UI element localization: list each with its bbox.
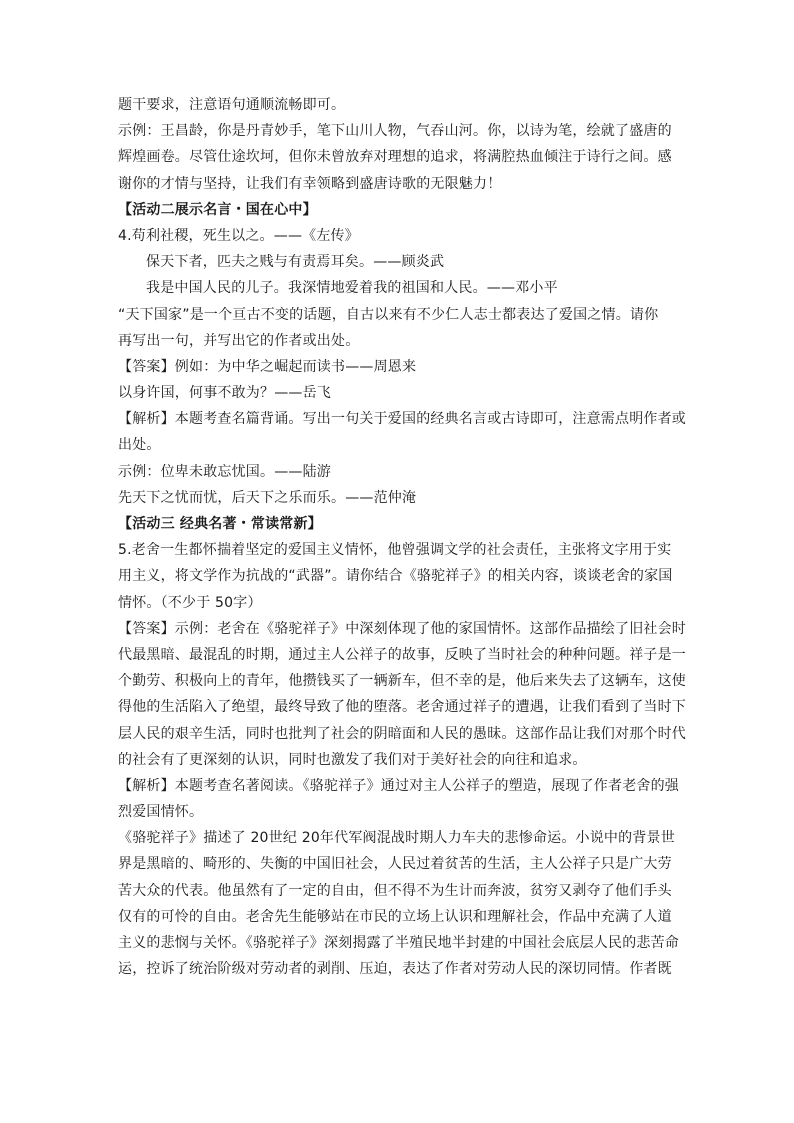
text-line: 示例：王昌龄，你是丹青妙手，笔下山川人物，气吞山河。你，以诗为笔，绘就了盛唐的 (118, 123, 672, 140)
text-line: 出处。 (118, 437, 161, 454)
text-line: 苦大众的代表。他虽然有了一定的自由，但不得不为生计而奔波，贫穷又剥夺了他们手头 (118, 882, 672, 899)
text-line: 以身许国，何事不敢为？——岳飞 (118, 385, 331, 402)
text-line: 得他的生活陷入了绝望，最终导致了他的堕落。老舍通过祥子的遭遇，让我们看到了当时下 (118, 699, 686, 716)
text-line: 示例：位卑未敢忘忧国。——陆游 (118, 463, 331, 480)
text-line: 个勤劳、积极向上的青年，他攒钱买了一辆新车，但不幸的是，他后来失去了这辆车，这使 (118, 673, 686, 690)
answer-line: 【答案】示例：老舍在《骆驼祥子》中深刻体现了他的家国情怀。这部作品描绘了旧社会时 (118, 620, 686, 637)
text-line: 题干要求，注意语句通顺流畅即可。 (118, 97, 346, 113)
quote-line: 保天下者，匹夫之贱与有责焉耳矣。——顾炎武 (146, 254, 445, 271)
text-line: 《骆驼祥子》描述了 20世纪 20年代军阀混战时期人力车夫的悲惨命运。小说中的背景世 (118, 830, 675, 847)
text-line: 层人民的艰辛生活，同时也批判了社会的阴暗面和人民的愚昧。这部作品让我们对那个时代 (118, 725, 686, 742)
text-line: 烈爱国情怀。 (118, 804, 204, 821)
answer-line: 【答案】例如：为中华之崛起而读书——周恩来 (118, 358, 417, 375)
analysis-line: 【解析】本题考查名著阅读。《骆驼祥子》通过对主人公祥子的塑造，展现了作者老舍的强 (118, 777, 679, 794)
quote-line: 我是中国人民的儿子。我深情地爱着我的祖国和人民。——邓小平 (146, 280, 558, 297)
section-heading: 【活动二展示名言・国在心中】 (118, 201, 317, 218)
question-line: 4.苟利社稷，死生以之。——《左传》 (118, 227, 359, 244)
question-line: 5.老舍一生都怀揣着坚定的爱国主义情怀，他曾强调文学的社会责任，主张将文字用于实 (118, 542, 672, 559)
text-line: 运，控诉了统治阶级对劳动者的剥削、压迫，表达了作者对劳动人民的深切同情。作者既 (118, 961, 672, 978)
text-line: 界是黑暗的、畸形的、失衡的中国旧社会，人民过着贫苦的生活，主人公祥子只是广大劳 (118, 856, 672, 873)
text-line: 情怀。（不少于 50字） (118, 594, 262, 611)
text-line: 先天下之忧而忧，后天下之乐而乐。——范仲淹 (118, 489, 417, 506)
text-line: 辉煌画卷。尽管仕途坎坷，但你未曾放弃对理想的追求，将满腔热血倾注于诗行之间。感 (118, 149, 672, 166)
document-page (118, 92, 686, 982)
text-line: 再写出一句，并写出它的作者或出处。 (118, 332, 360, 349)
text-line: 仅有的可怜的自由。老舍先生能够站在市民的立场上认识和理解社会，作品中充满了人道 (118, 908, 672, 925)
text-line: 谢你的才情与坚持，让我们有幸领略到盛唐诗歌的无限魅力！ (118, 175, 502, 192)
text-line: 的社会有了更深刻的认识，同时也激发了我们对于美好社会的向往和追求。 (118, 751, 587, 768)
section-heading: 【活动三 经典名著・常读常新】 (118, 516, 322, 532)
text-line: 主义的悲悯与关怀。《骆驼祥子》深刻揭露了半殖民地半封建的中国社会底层人民的悲苦命 (118, 935, 679, 951)
text-line: 代最黑暗、最混乱的时期，通过主人公祥子的故事，反映了当时社会的种种问题。祥子是一 (118, 646, 686, 663)
analysis-line: 【解析】本题考查名篇背诵。写出一句关于爱国的经典名言或古诗即可，注意需点明作者或 (118, 411, 686, 428)
text-line: “天下国家”是一个亘古不变的话题，自古以来有不少仁人志士都表达了爱国之情。请你 (118, 306, 659, 323)
text-line: 用主义，将文学作为抗战的“武器”。请你结合《骆驼祥子》的相关内容，谈谈老舍的家国 (118, 568, 673, 585)
